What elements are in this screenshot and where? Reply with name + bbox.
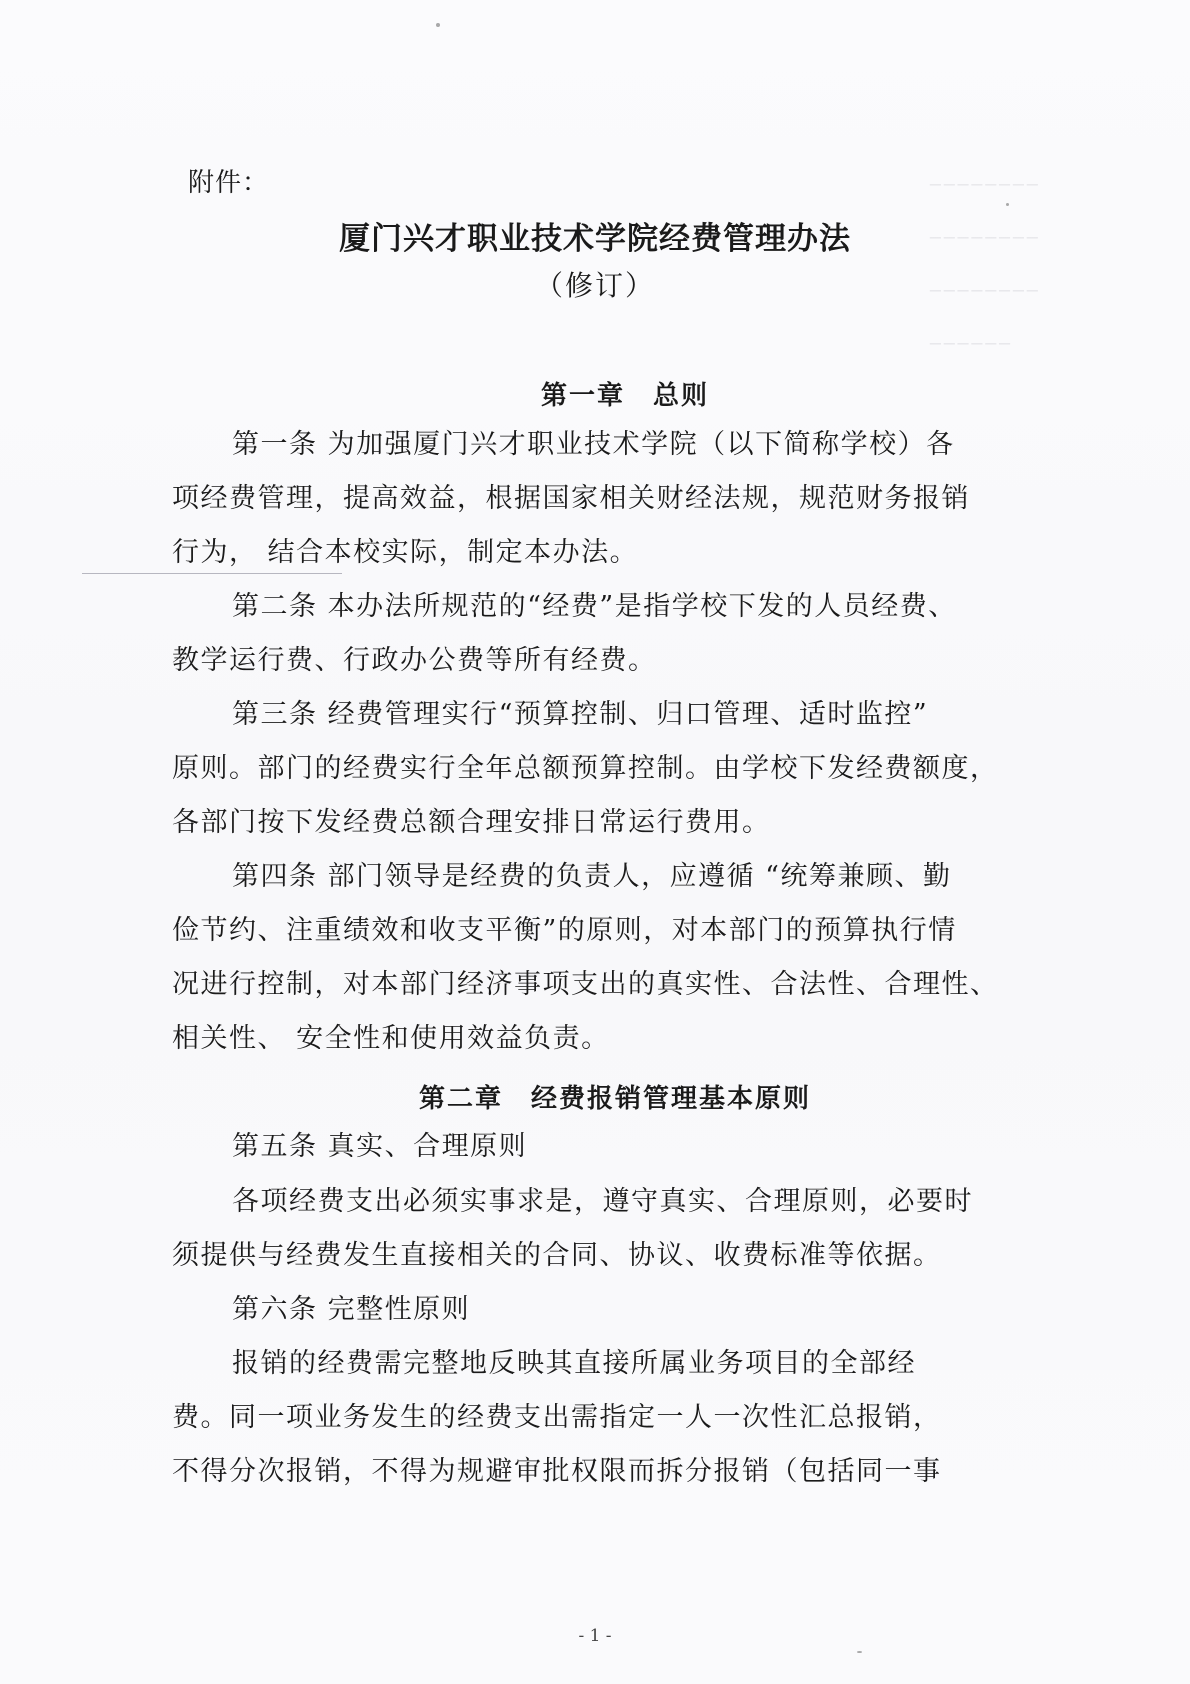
reverse-side-bleed: ────── [930,334,1014,355]
article-4-line-4: 相关性、 安全性和使用效益负责。 [172,1023,610,1054]
article-1-line-3: 行为， 结合本校实际，制定本办法。 [172,537,639,568]
scan-speck [436,23,440,27]
article-5-line-1: 各项经费支出必须实事求是，遵守真实、合理原则，必要时 [232,1186,973,1217]
chapter-heading: 第二章 经费报销管理基本原则 [418,1084,811,1114]
article-6-line-2: 费。同一项业务发生的经费支出需指定一人一次性汇总报销， [172,1402,942,1433]
article-3-line-3: 各部门按下发经费总额合理安排日常运行费用。 [172,807,771,838]
article-3-line-1: 第三条 经费管理实行“预算控制、归口管理、适时监控” [232,699,929,730]
article-6-line-1: 报销的经费需完整地反映其直接所属业务项目的全部经 [232,1348,916,1379]
document-subtitle: （修订） [534,269,655,302]
scan-artifact-line [82,573,342,574]
article-4-line-3: 况进行控制，对本部门经济事项支出的真实性、合法性、合理性、 [172,969,999,1000]
page-number: - 1 - [578,1626,612,1646]
scan-speck [1006,203,1009,206]
article-1-line-2: 项经费管理，提高效益，根据国家相关财经法规，规范财务报销 [172,483,970,514]
scan-speck [857,1651,862,1653]
attachment-label: 附件： [188,168,270,198]
chapter-heading: 第一章 总则 [540,381,709,411]
document-title: 厦门兴才职业技术学院经费管理办法 [339,221,851,257]
reverse-side-bleed: ──────── [930,175,1041,196]
article-2-line-2: 教学运行费、行政办公费等所有经费。 [172,645,657,676]
article-1-line-1: 第一条 为加强厦门兴才职业技术学院（以下简称学校）各 [232,429,955,460]
article-2-line-1: 第二条 本办法所规范的“经费”是指学校下发的人员经费、 [232,591,957,622]
article-6-heading: 第六条 完整性原则 [232,1294,471,1325]
article-3-line-2: 原则。部门的经费实行全年总额预算控制。由学校下发经费额度， [172,753,999,784]
reverse-side-bleed: ──────── [930,281,1041,302]
article-5-line-2: 须提供与经费发生直接相关的合同、协议、收费标准等依据。 [172,1240,942,1271]
reverse-side-bleed: ──────── [930,228,1041,249]
article-4-line-1: 第四条 部门领导是经费的负责人，应遵循 “统筹兼顾、勤 [232,861,952,892]
article-4-line-2: 俭节约、注重绩效和收支平衡”的原则，对本部门的预算执行情 [172,915,957,946]
article-6-line-3: 不得分次报销，不得为规避审批权限而拆分报销（包括同一事 [172,1456,942,1487]
article-5-heading: 第五条 真实、合理原则 [232,1131,528,1162]
